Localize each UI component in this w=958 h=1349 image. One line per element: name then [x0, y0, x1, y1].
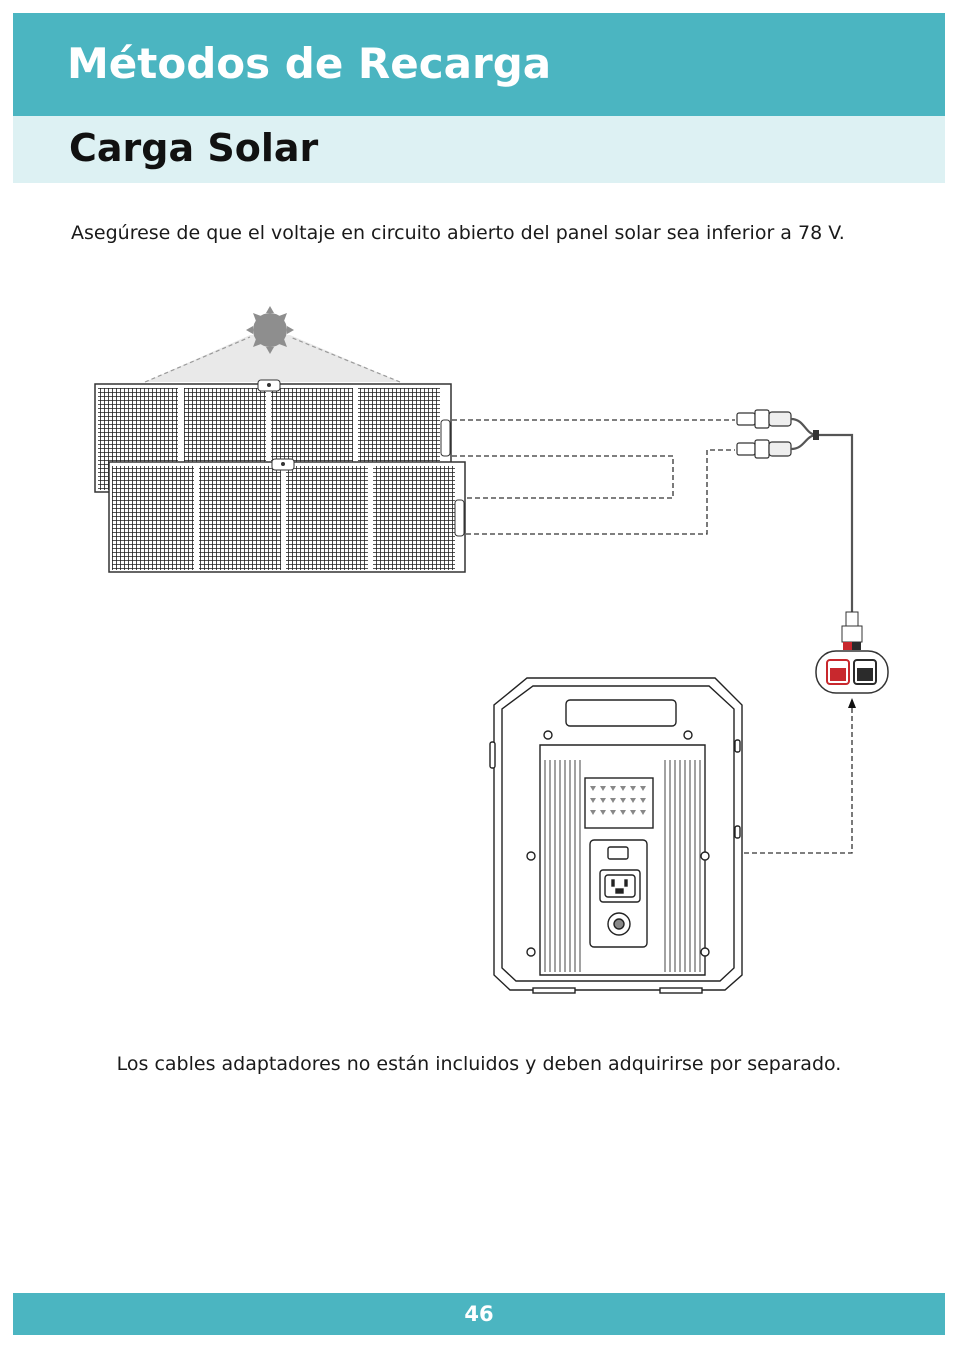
y-branch-cable-icon	[791, 419, 852, 612]
arrow-icon	[848, 698, 856, 708]
anderson-connector-icon	[816, 612, 888, 693]
intro-text: Asegúrese de que el voltaje en circuito abierto del panel solar sea inferior a 78 V.	[71, 222, 845, 244]
section-bar	[13, 116, 945, 183]
mc4-connector-icon	[737, 410, 791, 458]
y-junction	[813, 430, 819, 440]
page-number: 46	[464, 1302, 494, 1326]
adapter-note: Los cables adaptadores no están incluidos y deben adquirirse por separado.	[116, 1053, 842, 1075]
solar-charging-diagram	[0, 290, 958, 1010]
section-title: Carga Solar	[69, 126, 319, 170]
sun-icon	[145, 306, 400, 382]
dc-input-port-icon	[608, 847, 628, 859]
solar-panel-front	[109, 459, 465, 572]
footer-bar	[13, 1293, 945, 1335]
header-bar	[13, 13, 945, 116]
power-station-icon	[490, 678, 742, 993]
page-title: Métodos de Recarga	[67, 39, 552, 88]
